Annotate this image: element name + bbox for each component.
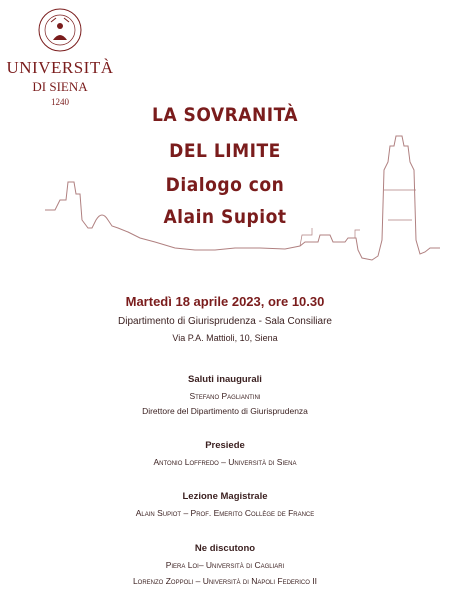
discutono-line-1: Piera Loi– Università di Cagliari <box>165 560 285 570</box>
lezione-heading: Lezione Magistrale <box>182 491 268 502</box>
title-line-2: DEL LIMITE <box>169 140 281 162</box>
discutono-line-2: Lorenzo Zoppoli – Università di Napoli Federico II <box>132 576 318 586</box>
lezione-line: Alain Supiot – Prof. Emerito Collège de France <box>135 508 315 518</box>
saluti-role: Direttore del Dipartimento di Giurisprudenza <box>142 406 308 416</box>
title-line-4: Alain Supiot <box>163 206 287 228</box>
event-venue: Dipartimento di Giurisprudenza - Sala Consiliare <box>118 316 332 327</box>
university-city: DI SIENA <box>32 79 88 94</box>
university-logo <box>0 0 120 120</box>
title-line-1: LA SOVRANITÀ <box>151 104 299 126</box>
university-name: UNIVERSITÀ <box>6 58 114 77</box>
university-year: 1240 <box>51 97 69 107</box>
discutono-heading: Ne discutono <box>194 543 256 554</box>
saluti-heading: Saluti inaugurali <box>188 374 262 385</box>
title-line-3: Dialogo con <box>165 174 285 196</box>
event-datetime: Martedì 18 aprile 2023, ore 10.30 <box>125 294 325 309</box>
presiede-heading: Presiede <box>205 440 245 451</box>
presiede-line: Antonio Loffredo – Università di Siena <box>153 457 297 467</box>
seal-icon <box>38 8 82 52</box>
saluti-name: Stefano Pagliantini <box>189 391 261 401</box>
event-address: Via P.A. Mattioli, 10, Siena <box>172 333 278 343</box>
